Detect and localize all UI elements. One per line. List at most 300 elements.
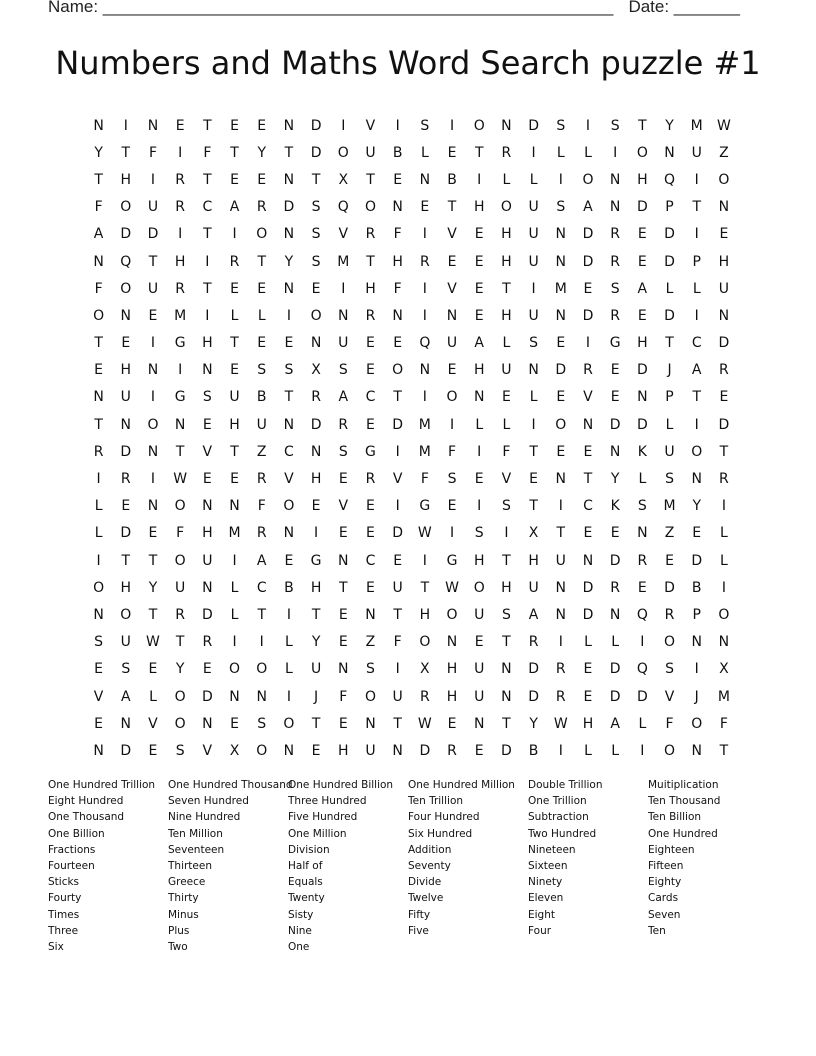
grid-letter: H [473, 552, 485, 569]
grid-letter: I [477, 498, 482, 515]
grid-letter: V [202, 742, 213, 759]
grid-letter: A [637, 280, 648, 297]
grid-letter: E [637, 253, 647, 270]
grid-letter: N [93, 742, 104, 759]
grid-letter: S [257, 362, 267, 379]
grid-letter: L [475, 416, 484, 433]
grid-letter: S [311, 226, 321, 243]
grid-letter: E [447, 715, 457, 732]
grid-letter: B [691, 579, 702, 596]
grid-letter: N [528, 362, 539, 379]
grid-letter: N [718, 307, 730, 324]
grid-letter: O [664, 742, 676, 759]
word-list-item: Eight Hundred [48, 795, 124, 808]
grid-letter: R [175, 171, 186, 188]
word-list-item: Subtraction [528, 811, 589, 824]
grid-letter: N [555, 307, 567, 324]
grid-letter: I [205, 307, 210, 324]
grid-letter: C [583, 498, 593, 515]
grid-letter: E [338, 525, 348, 542]
grid-letter: W [716, 117, 731, 134]
grid-letter: S [257, 715, 267, 732]
grid-letter: U [664, 443, 675, 460]
grid-letter: T [230, 144, 239, 161]
grid-letter: G [310, 552, 322, 569]
grid-letter: D [664, 307, 675, 324]
grid-letter: U [691, 144, 702, 161]
grid-letter: O [120, 606, 132, 623]
grid-letter: B [284, 579, 294, 596]
grid-letter: D [664, 226, 675, 243]
grid-letter: E [230, 471, 239, 488]
grid-letter: O [174, 498, 186, 515]
grid-letter: I [178, 144, 183, 161]
grid-letter: H [338, 742, 349, 759]
grid-letter: I [640, 634, 645, 651]
word-list-item: Nine [288, 924, 312, 937]
grid-letter: L [584, 742, 592, 759]
grid-letter: E [202, 661, 212, 678]
grid-letter: N [229, 688, 240, 705]
grid-letter: E [556, 335, 566, 352]
grid-letter: D [636, 362, 648, 379]
grid-letter: I [558, 498, 563, 515]
grid-letter: L [665, 416, 674, 433]
word-column [168, 777, 293, 955]
grid-letter: T [94, 171, 103, 188]
grid-letter: T [121, 144, 131, 161]
grid-letter: E [474, 634, 484, 651]
grid-letter: E [393, 335, 403, 352]
grid-letter: Q [636, 606, 648, 623]
grid-row [85, 302, 738, 329]
grid-letter: H [365, 280, 376, 297]
grid-letter: I [395, 117, 400, 134]
grid-letter: N [473, 389, 485, 406]
grid-letter: N [147, 498, 159, 515]
grid-letter: E [94, 362, 104, 379]
grid-letter: U [474, 661, 485, 678]
word-list-item: Ten Thousand [648, 795, 721, 808]
grid-letter: E [583, 443, 593, 460]
grid-row [85, 112, 738, 139]
word-list-item: Seventy [408, 860, 451, 873]
grid-letter: O [446, 606, 458, 623]
grid-letter: I [96, 552, 101, 569]
grid-row [85, 629, 738, 656]
grid-letter: S [284, 362, 294, 379]
grid-letter: N [256, 688, 267, 705]
grid-letter: E [202, 416, 212, 433]
word-list-item: Ten Trillion [408, 795, 464, 808]
grid-letter: N [555, 253, 567, 270]
grid-letter: H [310, 579, 322, 596]
grid-letter: X [311, 362, 321, 379]
word-list-item: Times [48, 908, 80, 921]
grid-letter: D [718, 416, 730, 433]
grid-letter: N [365, 715, 376, 732]
grid-row [85, 330, 738, 357]
word-column [408, 777, 528, 955]
grid-letter: U [555, 552, 566, 569]
grid-letter: W [553, 715, 568, 732]
grid-letter: N [691, 634, 702, 651]
grid-letter: N [501, 661, 512, 678]
word-list-item: One Hundred Trillion [48, 779, 156, 791]
grid-letter: O [636, 144, 648, 161]
grid-letter: T [393, 606, 402, 623]
grid-letter: E [202, 471, 212, 488]
grid-letter: Z [664, 525, 675, 542]
word-list [48, 777, 768, 955]
grid-letter: T [665, 335, 674, 352]
word-list-item: Thirteen [168, 860, 212, 873]
grid-letter: X [338, 171, 349, 188]
grid-letter: C [365, 389, 376, 406]
grid-letter: D [555, 362, 567, 379]
grid-letter: Y [148, 579, 158, 596]
grid-letter: R [365, 226, 376, 243]
grid-letter: O [691, 715, 703, 732]
grid-letter: E [637, 307, 647, 324]
grid-letter: V [148, 715, 158, 732]
grid-letter: X [528, 525, 539, 542]
word-list-item: Fifty [408, 908, 431, 921]
grid-letter: P [665, 199, 674, 216]
grid-letter: H [501, 579, 512, 596]
grid-letter: O [419, 634, 431, 651]
grid-letter: T [311, 715, 321, 732]
grid-letter: S [338, 362, 348, 379]
grid-letter: E [366, 525, 375, 542]
grid-letter: R [610, 226, 621, 243]
grid-letter: D [582, 579, 594, 596]
grid-letter: T [175, 634, 185, 651]
grid-letter: F [665, 715, 674, 732]
grid-letter: E [692, 525, 702, 542]
grid-row [85, 384, 738, 411]
grid-letter: U [120, 634, 131, 651]
grid-letter: A [691, 362, 702, 379]
grid-letter: O [337, 144, 349, 161]
grid-letter: U [528, 199, 539, 216]
grid-letter: F [719, 715, 728, 732]
grid-letter: R [719, 362, 729, 379]
grid-letter: C [284, 443, 294, 460]
grid-letter: R [610, 579, 621, 596]
grid-letter: E [121, 498, 131, 515]
grid-letter: F [176, 525, 185, 542]
grid-letter: O [174, 552, 186, 569]
grid-letter: H [174, 253, 186, 270]
grid-letter: N [637, 389, 648, 406]
grid-letter: D [582, 253, 594, 270]
grid-letter: R [175, 199, 186, 216]
grid-row [85, 710, 738, 737]
grid-letter: D [609, 661, 621, 678]
grid-letter: V [338, 226, 349, 243]
grid-letter: O [555, 416, 567, 433]
grid-letter: D [664, 579, 675, 596]
grid-letter: B [256, 389, 267, 406]
grid-letter: E [583, 280, 593, 297]
grid-letter: E [366, 579, 375, 596]
grid-letter: U [120, 389, 131, 406]
grid-letter: O [120, 199, 132, 216]
word-list-item: Ten Million [168, 827, 223, 840]
grid-letter: E [474, 307, 484, 324]
grid-letter: E [366, 362, 375, 379]
grid-letter: O [691, 443, 703, 460]
grid-letter: I [232, 634, 237, 651]
grid-letter: N [501, 117, 512, 134]
grid-letter: F [393, 280, 402, 297]
grid-letter: Q [337, 199, 349, 216]
grid-letter: U [718, 280, 730, 297]
grid-letter: U [501, 362, 512, 379]
grid-letter: H [446, 661, 458, 678]
grid-letter: R [365, 471, 376, 488]
grid-letter: N [501, 688, 512, 705]
grid-letter: X [719, 661, 729, 678]
grid-letter: I [205, 253, 210, 270]
grid-letter: O [473, 117, 485, 134]
word-list-item: Eighteen [648, 843, 695, 856]
grid-letter: D [691, 552, 703, 569]
grid-letter: S [610, 280, 620, 297]
grid-letter: N [202, 498, 213, 515]
grid-letter: E [366, 335, 375, 352]
grid-letter: S [665, 471, 674, 488]
word-list-item: One [288, 941, 310, 954]
word-list-item: Two Hundred [528, 827, 597, 840]
grid-letter: V [664, 688, 675, 705]
grid-letter: T [94, 335, 103, 352]
grid-letter: I [96, 471, 101, 488]
grid-letter: E [393, 552, 403, 569]
grid-letter: R [229, 253, 240, 270]
grid-letter: O [718, 171, 730, 188]
grid-letter: M [554, 280, 567, 297]
grid-letter: E [175, 117, 185, 134]
grid-letter: N [718, 634, 730, 651]
word-list-item: Divide [408, 876, 442, 889]
grid-letter: U [310, 661, 322, 678]
grid-letter: N [338, 307, 349, 324]
grid-letter: E [257, 280, 267, 297]
grid-letter: S [366, 661, 375, 678]
grid-letter: I [314, 525, 319, 542]
grid-letter: V [365, 117, 376, 134]
grid-letter: N [609, 443, 621, 460]
grid-letter: I [449, 525, 455, 542]
grid-letter: R [202, 634, 213, 651]
grid-letter: F [203, 144, 212, 161]
grid-letter: I [341, 117, 346, 134]
grid-letter: R [175, 280, 186, 297]
grid-letter: I [449, 416, 455, 433]
word-list-item: Twelve [408, 892, 444, 905]
grid-letter: W [146, 634, 160, 651]
grid-letter: N [283, 525, 295, 542]
grid-letter: E [474, 253, 484, 270]
grid-letter: N [147, 362, 159, 379]
grid-letter: I [150, 335, 156, 352]
grid-letter: U [147, 280, 159, 297]
grid-letter: O [473, 579, 485, 596]
grid-letter: L [94, 498, 103, 515]
grid-letter: N [419, 362, 431, 379]
grid-letter: E [257, 117, 267, 134]
grid-letter: F [339, 688, 348, 705]
grid-letter: H [446, 688, 458, 705]
grid-letter: I [558, 171, 563, 188]
grid-letter: U [365, 144, 376, 161]
grid-letter: D [528, 688, 539, 705]
grid-letter: N [310, 443, 322, 460]
word-list-item: Twenty [288, 892, 325, 905]
grid-row [85, 248, 738, 275]
grid-letter: L [665, 280, 674, 297]
grid-letter: R [93, 443, 104, 460]
grid-letter: O [446, 389, 458, 406]
grid-letter: T [556, 525, 566, 542]
word-list-item: Six [48, 941, 64, 954]
grid-letter: H [120, 579, 132, 596]
grid-letter: N [120, 307, 132, 324]
grid-letter: L [556, 144, 565, 161]
grid-letter: D [636, 199, 648, 216]
grid-letter: N [283, 742, 295, 759]
grid-letter: L [149, 688, 157, 705]
grid-letter: E [230, 715, 239, 732]
grid-letter: J [694, 688, 699, 705]
grid-letter: O [93, 307, 105, 324]
grid-row [85, 683, 738, 710]
grid-row [85, 601, 738, 628]
grid-letter: D [392, 416, 404, 433]
grid-letter: E [447, 253, 457, 270]
grid-letter: O [93, 579, 105, 596]
grid-letter: T [502, 715, 511, 732]
grid-letter: O [147, 416, 159, 433]
grid-letter: F [148, 144, 157, 161]
grid-letter: N [555, 471, 567, 488]
grid-letter: O [582, 171, 594, 188]
grid-letter: I [585, 335, 591, 352]
grid-letter: S [474, 525, 484, 542]
grid-letter: E [665, 552, 674, 569]
grid-letter: I [286, 606, 291, 623]
grid-letter: R [664, 606, 675, 623]
grid-letter: S [420, 117, 430, 134]
grid-letter: E [719, 226, 729, 243]
grid-letter: V [93, 688, 104, 705]
grid-letter: W [417, 715, 432, 732]
grid-letter: C [256, 579, 267, 596]
grid-letter: O [718, 606, 730, 623]
grid-letter: H [229, 416, 240, 433]
grid-letter: I [640, 742, 645, 759]
word-list-item: Five [408, 924, 429, 937]
grid-letter: D [392, 525, 404, 542]
grid-letter: I [395, 661, 400, 678]
grid-letter: I [694, 226, 699, 243]
grid-letter: M [174, 307, 187, 324]
grid-letter: S [121, 661, 131, 678]
grid-letter: I [477, 443, 482, 460]
grid-letter: O [174, 688, 186, 705]
grid-letter: L [257, 307, 266, 324]
grid-letter: H [637, 335, 648, 352]
grid-letter: I [150, 389, 156, 406]
grid-letter: Q [636, 661, 648, 678]
grid-letter: N [120, 715, 132, 732]
grid-letter: L [584, 144, 592, 161]
grid-letter: M [717, 688, 730, 705]
grid-letter: I [585, 117, 591, 134]
grid-letter: T [393, 389, 402, 406]
word-list-item: Six Hundred [408, 827, 473, 840]
grid-letter: O [500, 199, 512, 216]
grid-letter: N [202, 715, 213, 732]
grid-letter: D [201, 688, 213, 705]
grid-letter: S [610, 117, 620, 134]
grid-letter: R [637, 552, 648, 569]
grid-letter: R [365, 307, 376, 324]
grid-letter: S [501, 498, 511, 515]
grid-letter: P [692, 253, 701, 270]
grid-letter: S [311, 253, 321, 270]
grid-letter: E [719, 389, 729, 406]
grid-letter: D [664, 253, 675, 270]
grid-letter: I [395, 443, 400, 460]
grid-letter: N [691, 471, 702, 488]
grid-letter: E [447, 144, 457, 161]
grid-letter: T [502, 552, 511, 569]
grid-letter: E [583, 525, 593, 542]
word-list-item: Equals [288, 876, 323, 889]
grid-letter: N [392, 199, 403, 216]
grid-row [85, 574, 738, 601]
word-list-item: Seven Hundred [168, 795, 249, 808]
grid-letter: U [175, 579, 186, 596]
grid-letter: E [311, 498, 321, 515]
grid-letter: E [338, 606, 348, 623]
grid-letter: A [528, 606, 539, 623]
grid-letter: N [473, 715, 485, 732]
word-list-item: Two [168, 941, 188, 954]
grid-letter: E [338, 634, 348, 651]
word-list-item: Addition [408, 843, 452, 856]
grid-letter: L [529, 389, 538, 406]
grid-letter: O [256, 742, 268, 759]
grid-letter: Q [664, 171, 676, 188]
grid-letter: T [203, 171, 212, 188]
grid-letter: V [583, 389, 593, 406]
word-list-item: Four [528, 924, 552, 937]
grid-letter: I [694, 171, 699, 188]
grid-letter: F [94, 199, 103, 216]
word-column [48, 777, 168, 955]
grid-letter: T [148, 552, 158, 569]
grid-letter: I [395, 498, 400, 515]
grid-letter: D [310, 144, 322, 161]
grid-letter: U [392, 688, 403, 705]
grid-letter: D [120, 525, 132, 542]
grid-row [85, 656, 738, 683]
grid-letter: T [284, 389, 294, 406]
